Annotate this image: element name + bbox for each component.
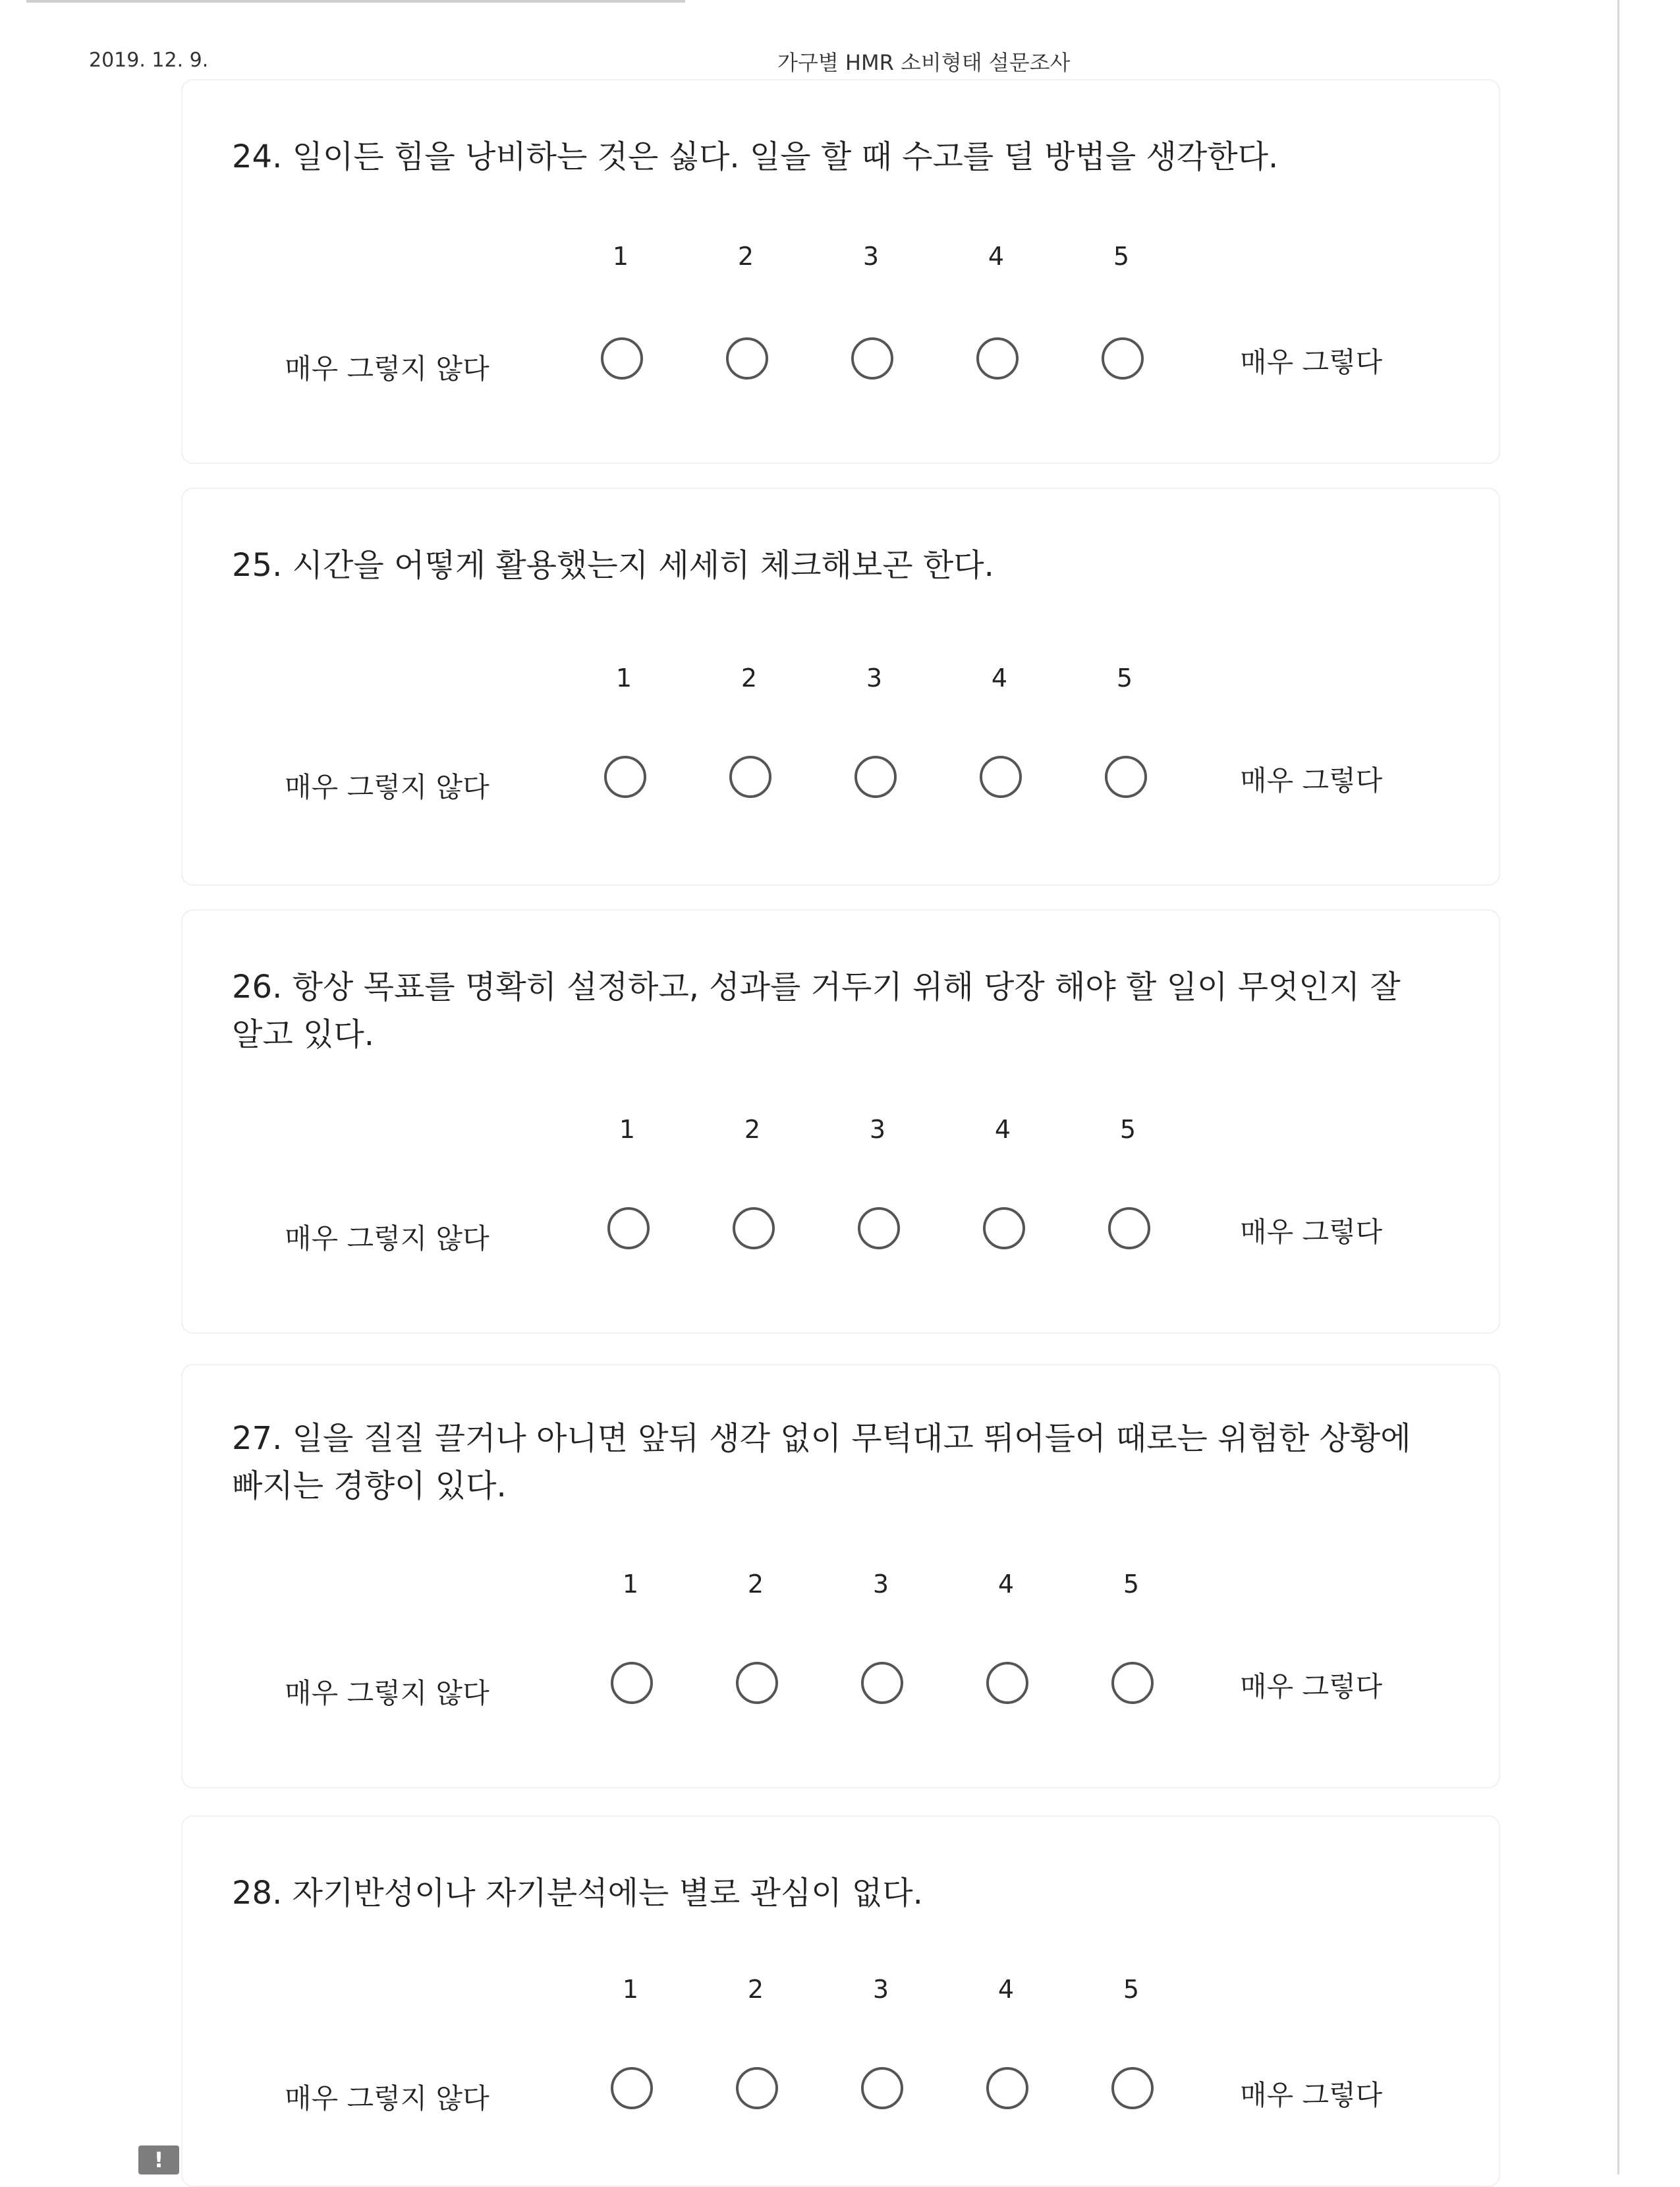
scale-number-4: 4 bbox=[997, 1975, 1015, 2004]
scale-number-1: 1 bbox=[619, 1115, 636, 1144]
scale-number-4: 4 bbox=[991, 664, 1008, 693]
scale-number-2: 2 bbox=[737, 242, 754, 271]
scale-number-2: 2 bbox=[747, 1570, 764, 1599]
top-rule bbox=[26, 0, 685, 3]
right-rule bbox=[1617, 0, 1619, 2174]
radio-option-3[interactable] bbox=[861, 2067, 903, 2109]
radio-option-1[interactable] bbox=[601, 337, 643, 380]
scale-number-3: 3 bbox=[869, 1115, 886, 1144]
scale-number-4: 4 bbox=[997, 1570, 1015, 1599]
scale-number-3: 3 bbox=[866, 664, 883, 693]
radio-option-2[interactable] bbox=[736, 2067, 778, 2109]
question-card-26 bbox=[181, 909, 1500, 1334]
question-card-28 bbox=[181, 1815, 1500, 2187]
radio-option-5[interactable] bbox=[1108, 1207, 1150, 1249]
radio-option-3[interactable] bbox=[858, 1207, 900, 1249]
scale-number-4: 4 bbox=[994, 1115, 1011, 1144]
radio-option-4[interactable] bbox=[976, 337, 1019, 380]
radio-option-2[interactable] bbox=[736, 1662, 778, 1704]
scale-number-4: 4 bbox=[988, 242, 1005, 271]
scale-number-3: 3 bbox=[872, 1975, 889, 2004]
scale-number-2: 2 bbox=[741, 664, 758, 693]
scale-high-label: 매우 그렇다 bbox=[1240, 346, 1383, 378]
radio-option-1[interactable] bbox=[607, 1207, 650, 1249]
radio-option-4[interactable] bbox=[986, 1662, 1028, 1704]
scale-low-label: 매우 그렇지 않다 bbox=[285, 2082, 490, 2115]
scale-high-label: 매우 그렇다 bbox=[1240, 1670, 1383, 1703]
radio-option-3[interactable] bbox=[861, 1662, 903, 1704]
scale-high-label: 매우 그렇다 bbox=[1240, 1216, 1383, 1248]
question-text: 26. 항상 목표를 명확히 설정하고, 성과를 거두기 위해 당장 해야 할 일이 무엇인지 잘 알고 있다. bbox=[232, 969, 1401, 1053]
radio-option-4[interactable] bbox=[983, 1207, 1025, 1249]
radio-option-4[interactable] bbox=[980, 756, 1022, 798]
scale-number-2: 2 bbox=[744, 1115, 761, 1144]
feedback-alert-icon[interactable]: ! bbox=[138, 2145, 179, 2174]
survey-title: 가구별 HMR 소비형태 설문조사 bbox=[777, 50, 1071, 75]
radio-option-5[interactable] bbox=[1111, 2067, 1154, 2109]
question-card-24 bbox=[181, 79, 1500, 464]
radio-option-2[interactable] bbox=[726, 337, 768, 380]
scale-number-2: 2 bbox=[747, 1975, 764, 2004]
scale-number-5: 5 bbox=[1123, 1570, 1140, 1599]
question-card-27 bbox=[181, 1364, 1500, 1788]
scale-number-3: 3 bbox=[862, 242, 880, 271]
scale-low-label: 매우 그렇지 않다 bbox=[285, 771, 490, 803]
radio-option-4[interactable] bbox=[986, 2067, 1028, 2109]
radio-option-1[interactable] bbox=[604, 756, 646, 798]
print-date: 2019. 12. 9. bbox=[89, 49, 209, 72]
radio-option-5[interactable] bbox=[1105, 756, 1147, 798]
scale-number-1: 1 bbox=[615, 664, 632, 693]
scale-number-3: 3 bbox=[872, 1570, 889, 1599]
scale-number-5: 5 bbox=[1119, 1115, 1136, 1144]
radio-option-3[interactable] bbox=[854, 756, 897, 798]
scale-number-5: 5 bbox=[1116, 664, 1133, 693]
scale-number-5: 5 bbox=[1123, 1975, 1140, 2004]
scale-low-label: 매우 그렇지 않다 bbox=[285, 1222, 490, 1255]
radio-option-2[interactable] bbox=[729, 756, 771, 798]
scale-low-label: 매우 그렇지 않다 bbox=[285, 353, 490, 385]
radio-option-1[interactable] bbox=[611, 2067, 653, 2109]
radio-option-1[interactable] bbox=[611, 1662, 653, 1704]
scale-high-label: 매우 그렇다 bbox=[1240, 764, 1383, 797]
question-text: 25. 시간을 어떻게 활용했는지 세세히 체크해보곤 한다. bbox=[232, 547, 994, 584]
scale-number-1: 1 bbox=[612, 242, 629, 271]
radio-option-5[interactable] bbox=[1102, 337, 1144, 380]
radio-option-2[interactable] bbox=[733, 1207, 775, 1249]
question-text: 24. 일이든 힘을 낭비하는 것은 싫다. 일을 할 때 수고를 덜 방법을 생각한다. bbox=[232, 138, 1279, 175]
scale-number-5: 5 bbox=[1113, 242, 1130, 271]
question-text: 28. 자기반성이나 자기분석에는 별로 관심이 없다. bbox=[232, 1875, 923, 1912]
scale-low-label: 매우 그렇지 않다 bbox=[285, 1677, 490, 1709]
radio-option-5[interactable] bbox=[1111, 1662, 1154, 1704]
scale-number-1: 1 bbox=[622, 1570, 639, 1599]
scale-number-1: 1 bbox=[622, 1975, 639, 2004]
question-card-25 bbox=[181, 488, 1500, 886]
radio-option-3[interactable] bbox=[851, 337, 893, 380]
scale-high-label: 매우 그렇다 bbox=[1240, 2079, 1383, 2111]
question-text: 27. 일을 질질 끌거나 아니면 앞뒤 생각 없이 무턱대고 뛰어들어 때로는 위험한 상황에 빠지는 경향이 있다. bbox=[232, 1420, 1411, 1504]
